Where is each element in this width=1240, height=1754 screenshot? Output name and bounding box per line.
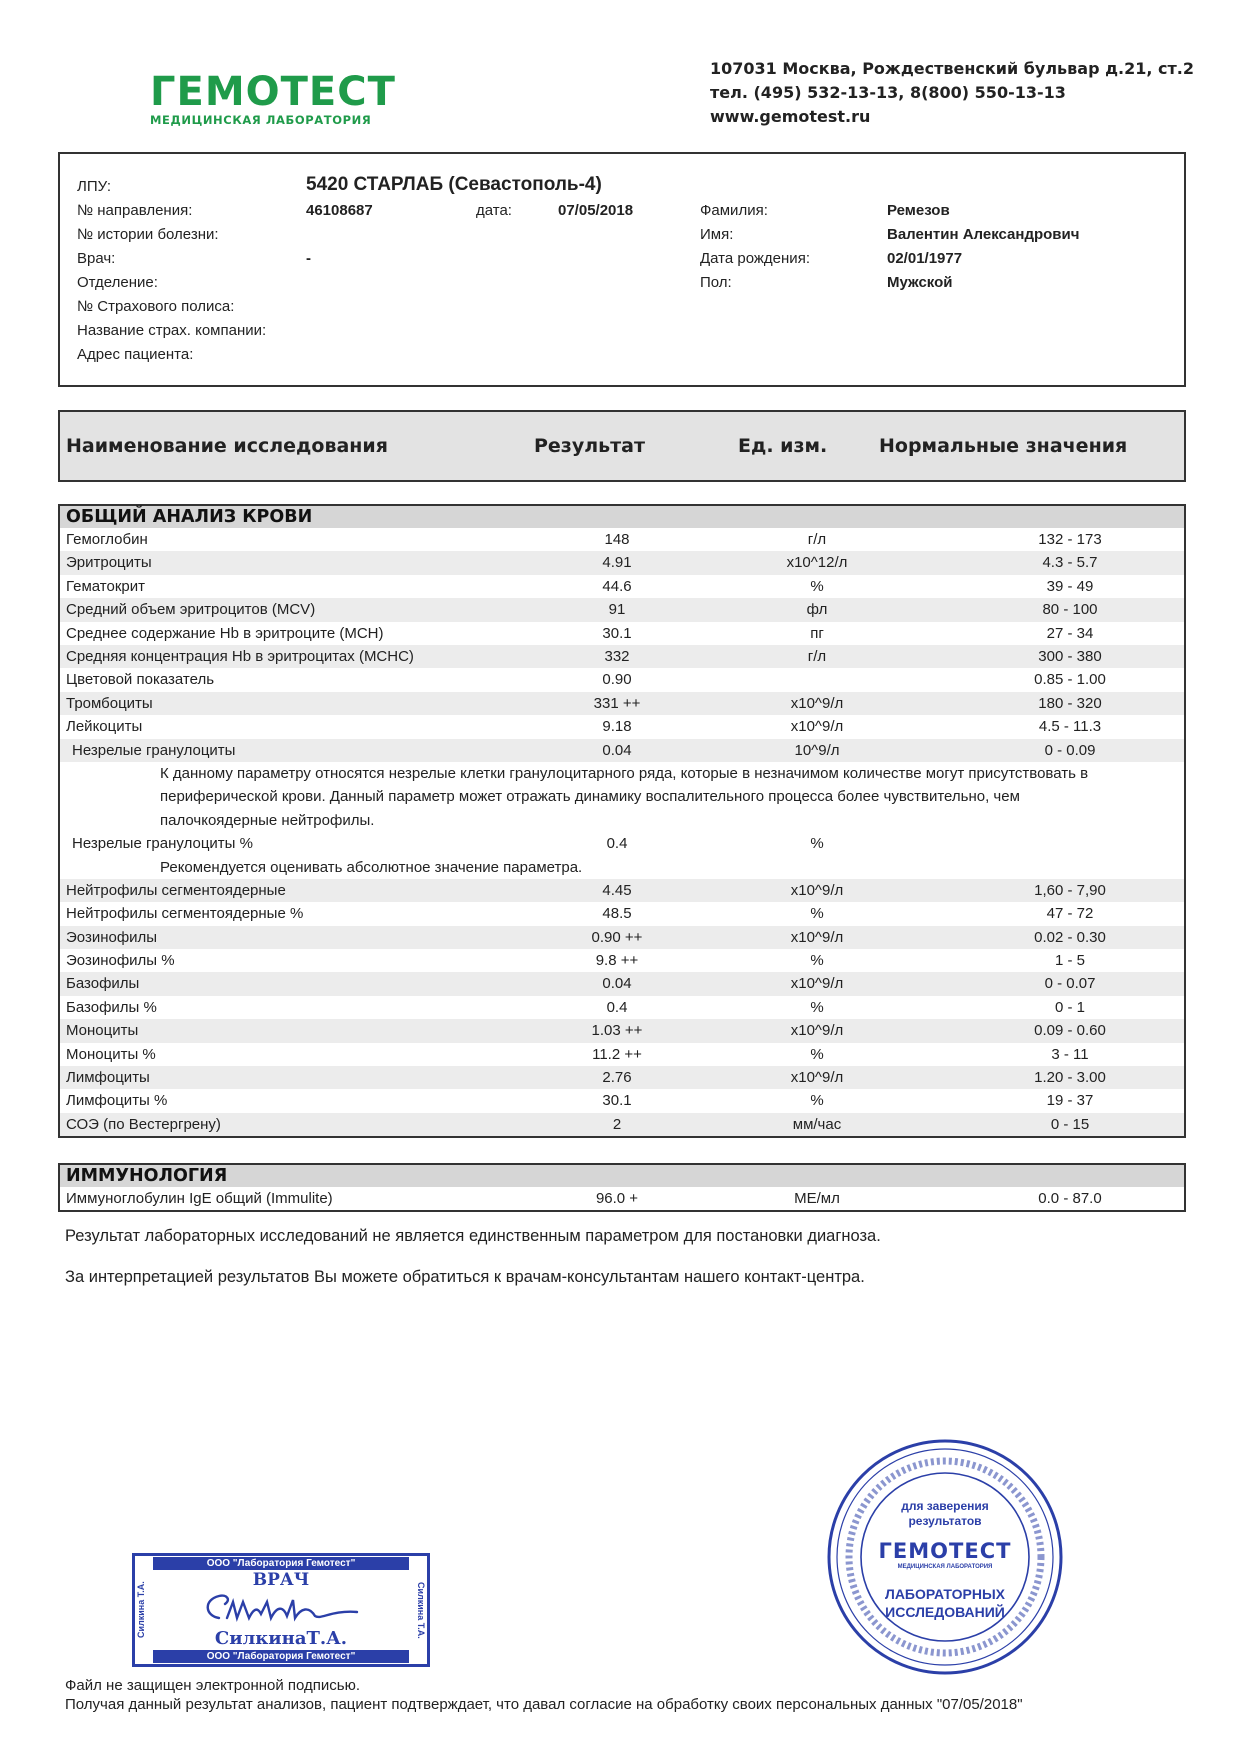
test-result: 2 (612, 1115, 622, 1133)
doctor-stamp (132, 1553, 430, 1667)
column-norm: Нормальные значения (879, 435, 1128, 457)
column-name: Наименование исследования (66, 435, 388, 457)
policy-label: № Страхового полиса: (77, 298, 235, 315)
test-result: 0.04 (602, 975, 632, 993)
test-result: 2.76 (602, 1069, 632, 1087)
lab-phone: тел. (495) 532-13-13, 8(800) 550-13-13 (710, 83, 1066, 102)
test-name: Незрелые гранулоциты % (72, 835, 253, 853)
test-unit: х10^9/л (790, 928, 844, 946)
test-unit: % (810, 1045, 824, 1063)
test-name: Моноциты % (66, 1045, 156, 1063)
test-unit: х10^9/л (790, 718, 844, 736)
table-row (60, 972, 1184, 995)
test-norm: 0 - 15 (1050, 1115, 1090, 1133)
doctor-stamp-role: ВРАЧ (252, 1570, 310, 1590)
birth-value: 02/01/1977 (887, 250, 963, 267)
test-result: 0.90 ++ (591, 928, 643, 946)
table-row (60, 832, 1184, 855)
test-norm: 132 - 173 (1038, 531, 1102, 548)
date-value: 07/05/2018 (558, 202, 634, 219)
test-name: Базофилы (66, 975, 140, 993)
doctor-stamp-side-right: Силкина Т.А. (416, 1581, 426, 1639)
test-result: 0.04 (602, 741, 632, 759)
test-result: 0.90 (602, 671, 632, 689)
test-norm: 47 - 72 (1046, 905, 1094, 923)
test-norm: 300 - 380 (1038, 647, 1102, 665)
date-label: дата: (476, 202, 512, 219)
test-result: 4.91 (602, 554, 632, 572)
test-result: 332 (604, 647, 630, 665)
recommendation-note: Рекомендуется оценивать абсолютное значение параметра. (160, 858, 583, 876)
test-unit: х10^9/л (790, 975, 844, 993)
test-name: Базофилы % (66, 998, 157, 1016)
disclaimer-contact-center: За интерпретацией результатов Вы можете обратиться к врачам-консультантам нашего контакт-центра. (65, 1268, 865, 1286)
blood-rows-group-b (60, 879, 1184, 1136)
surname-value: Ремезов (887, 202, 950, 219)
test-name: Гемоглобин (66, 531, 148, 548)
test-unit: % (810, 952, 824, 970)
test-unit: % (810, 835, 824, 853)
table-row (60, 996, 1184, 1019)
logo-subtitle: МЕДИЦИНСКАЯ ЛАБОРАТОРИЯ (150, 113, 372, 127)
round-stamp-sub: МЕДИЦИНСКАЯ ЛАБОРАТОРИЯ (897, 1564, 993, 1570)
round-stamp-brand: ГЕМОТЕСТ (878, 1539, 1012, 1563)
test-result: 331 ++ (593, 694, 641, 712)
test-name: Среднее содержание Hb в эритроците (MCH) (66, 624, 384, 642)
doctor-stamp-side-left: Силкина Т.А. (136, 1581, 146, 1639)
test-name: Средний объем эритроцитов (MCV) (66, 601, 316, 619)
department-label: Отделение: (77, 274, 158, 291)
sex-value: Мужской (887, 274, 953, 291)
table-row (60, 692, 1184, 715)
footer-consent: Получая данный результат анализов, пациент подтверждает, что давал согласие на обработку своих персональных данных "07/05/2018" (65, 1696, 1023, 1713)
lab-website[interactable]: www.gemotest.ru (710, 107, 871, 126)
round-stamp-center (865, 1437, 1025, 1677)
table-row (60, 949, 1184, 972)
test-unit: х10^9/л (790, 1069, 844, 1087)
disclaimer-diagnosis: Результат лабораторных исследований не является единственным параметром для постановки диагноза. (65, 1227, 881, 1245)
immature-granulocytes-note: К данному параметру относятся незрелые клетки гранулоцитарного ряда, которые в незначимом количестве могут присутствовать в периферической крови. Данный параметр может отражать динамику воспалительного процесса более чувствительно, чем палочкоядерные нейтрофилы. (160, 764, 1089, 829)
test-unit: % (810, 905, 824, 923)
test-unit: мм/час (792, 1115, 842, 1133)
sex-label: Пол: (700, 274, 732, 291)
table-row (60, 575, 1184, 598)
immunology-section-title: ИММУНОЛОГИЯ (60, 1165, 1184, 1187)
round-stamp-bottom: ЛАБОРАТОРНЫХ ИССЛЕДОВАНИЙ (885, 1586, 1005, 1620)
immunology-section (58, 1163, 1186, 1212)
test-name: Гематокрит (66, 577, 145, 595)
test-name: Эозинофилы (66, 928, 158, 946)
test-name: Тромбоциты (66, 694, 153, 712)
test-norm: 1,60 - 7,90 (1034, 881, 1106, 899)
test-result: 44.6 (602, 577, 632, 595)
test-unit: х10^9/л (790, 694, 844, 712)
table-row (60, 622, 1184, 645)
surname-label: Фамилия: (700, 202, 768, 219)
test-result: 9.18 (602, 718, 632, 736)
test-result: 148 (604, 531, 630, 548)
test-norm: 0.0 - 87.0 (1038, 1190, 1102, 1207)
test-norm: 1 - 5 (1054, 952, 1085, 970)
test-norm: 80 - 100 (1042, 601, 1098, 619)
blood-rows-group-a (60, 528, 1184, 762)
birth-label: Дата рождения: (700, 250, 810, 267)
test-name: Нейтрофилы сегментоядерные (66, 881, 286, 899)
history-label: № истории болезни: (77, 226, 219, 243)
test-result: 11.2 ++ (592, 1045, 642, 1063)
results-column-header (58, 410, 1186, 482)
test-result: 48.5 (602, 905, 632, 923)
test-unit: 10^9/л (794, 741, 840, 759)
test-name: Лимфоциты (66, 1069, 150, 1087)
referral-label: № направления: (77, 202, 193, 219)
test-name: СОЭ (по Вестергрену) (66, 1115, 221, 1133)
test-norm: 4.3 - 5.7 (1042, 554, 1098, 572)
lab-address: 107031 Москва, Рождественский бульвар д.21, ст.2 (710, 59, 1194, 78)
test-unit: х10^9/л (790, 1022, 844, 1040)
table-row (60, 1113, 1184, 1136)
test-result: 30.1 (602, 1092, 632, 1110)
test-norm: 1.20 - 3.00 (1034, 1069, 1106, 1087)
gemotest-logo (150, 69, 396, 127)
table-row (60, 902, 1184, 925)
test-norm: 4.5 - 11.3 (1038, 718, 1102, 736)
logo-name: ГЕМОТЕСТ (150, 69, 396, 115)
round-stamp-purpose: для заверения результатов (901, 1499, 989, 1528)
blood-analysis-section (58, 504, 1186, 1138)
patient-info-box (58, 152, 1186, 387)
test-result: 4.45 (602, 881, 632, 899)
test-norm: 0.02 - 0.30 (1034, 928, 1106, 946)
test-name: Эозинофилы % (66, 952, 175, 970)
test-name: Моноциты (66, 1022, 139, 1040)
test-unit: г/л (807, 647, 827, 665)
table-row (60, 1066, 1184, 1089)
test-result: 0.4 (606, 835, 628, 853)
test-norm: 0.85 - 1.00 (1034, 671, 1106, 689)
footer-no-signature: Файл не защищен электронной подписью. (65, 1677, 361, 1694)
test-unit: фл (806, 601, 828, 619)
test-result: 9.8 ++ (595, 952, 639, 970)
test-unit: х10^9/л (790, 881, 844, 899)
doctor-stamp-org-top: ООО "Лаборатория Гемотест" (153, 1557, 409, 1570)
test-norm: 0.09 - 0.60 (1034, 1022, 1106, 1040)
table-row (60, 739, 1184, 762)
test-result: 96.0 + (595, 1190, 639, 1207)
test-name: Нейтрофилы сегментоядерные % (66, 905, 304, 923)
test-norm: 0 - 0.07 (1044, 975, 1096, 993)
address-label: Адрес пациента: (77, 346, 194, 363)
test-norm: 0 - 1 (1054, 998, 1085, 1016)
doctor-label: Врач: (77, 250, 116, 267)
test-unit: % (810, 577, 824, 595)
name-label: Имя: (700, 226, 734, 243)
table-row (60, 645, 1184, 668)
table-row (60, 715, 1184, 738)
test-name: Средняя концентрация Hb в эритроцитах (MCHC) (66, 647, 414, 665)
test-norm: 39 - 49 (1046, 577, 1094, 595)
column-unit: Ед. изм. (738, 435, 828, 457)
table-row (60, 1089, 1184, 1112)
table-row (60, 528, 1184, 551)
referral-value: 46108687 (306, 202, 373, 219)
name-value: Валентин Александрович (887, 226, 1080, 243)
table-row (60, 668, 1184, 691)
table-row (60, 1187, 1184, 1210)
test-norm: 27 - 34 (1046, 624, 1094, 642)
test-name: Незрелые гранулоциты (72, 741, 236, 759)
column-result: Результат (534, 435, 646, 457)
table-row (60, 598, 1184, 621)
insurer-label: Название страх. компании: (77, 322, 267, 339)
test-name: Эритроциты (66, 554, 152, 572)
test-unit: % (810, 1092, 824, 1110)
table-row (60, 1019, 1184, 1042)
test-result: 1.03 ++ (591, 1022, 643, 1040)
lab-contacts (710, 57, 1194, 129)
table-row (60, 926, 1184, 949)
test-result: 0.4 (606, 998, 628, 1016)
test-unit: МЕ/мл (794, 1190, 840, 1207)
test-norm: 0 - 0.09 (1044, 741, 1096, 759)
doctor-value: - (306, 250, 311, 267)
test-norm: 3 - 11 (1051, 1045, 1089, 1063)
table-row (60, 551, 1184, 574)
test-name: Цветовой показатель (66, 671, 215, 689)
test-result: 30.1 (602, 624, 632, 642)
test-norm: 19 - 37 (1046, 1092, 1094, 1110)
blood-section-title: ОБЩИЙ АНАЛИЗ КРОВИ (60, 506, 1184, 528)
test-unit: г/л (807, 531, 827, 548)
table-row (60, 1043, 1184, 1066)
test-unit: % (810, 998, 824, 1016)
doctor-stamp-name: СилкинаТ.А. (214, 1628, 348, 1649)
doctor-signature (197, 1588, 367, 1628)
lab-round-stamp (825, 1437, 1065, 1677)
test-unit: х10^12/л (786, 554, 848, 572)
immunology-rows (60, 1187, 1184, 1210)
test-name: Лимфоциты % (66, 1092, 168, 1110)
test-result: 91 (608, 601, 626, 619)
lpu-value: 5420 СТАРЛАБ (Севастополь-4) (306, 174, 602, 195)
doctor-stamp-org-bottom: ООО "Лаборатория Гемотест" (153, 1650, 409, 1663)
lpu-label: ЛПУ: (77, 178, 111, 195)
test-unit: пг (810, 624, 824, 642)
test-name: Иммуноглобулин IgE общий (Immulite) (66, 1190, 333, 1207)
table-row (60, 879, 1184, 902)
test-name: Лейкоциты (66, 718, 143, 736)
test-norm: 180 - 320 (1038, 694, 1102, 712)
